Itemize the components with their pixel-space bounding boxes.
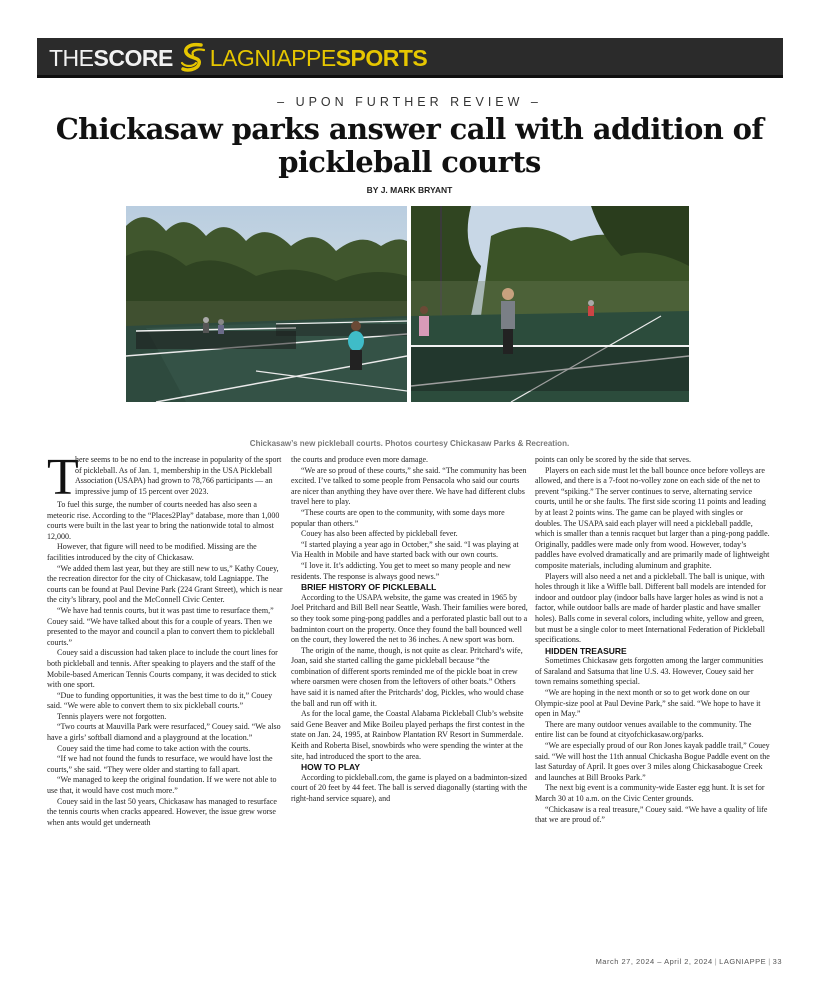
paragraph: the courts and produce even more damage. — [291, 455, 429, 464]
lead-paragraph — [47, 449, 284, 506]
paragraph: “We are especially proud of our Ron Jones kayak paddle trail,” Couey said. “We will host the 11th annual Chickasha Bogue Paddle event on the last Saturday of April. It goes over 3 miles along Chickasabogue Creek and launches at Bill Brooks Park.” — [535, 741, 770, 782]
banner-lagniappe: LAGNIAPPE — [209, 44, 336, 71]
publication-name: LAGNIAPPE — [719, 957, 767, 966]
banner-score: SCORE — [93, 44, 173, 71]
photo-caption: Chickasaw’s new pickleball courts. Photos courtesy Chickasaw Parks & Recreation. — [249, 439, 570, 448]
byline: BY J. MARK BRYANT — [366, 185, 453, 195]
paragraph: According to the USAPA website, the game was created in 1965 by Joel Pritchard and Bill Bell near Seattle, Wash. Their families were bored, so they took some ping-pong paddles and a perforated plastic ball out to a badminton court on the property. Once they found the ball bounced well on the court, they lowered the net to 36 inches. A new sport was born. — [291, 592, 528, 645]
article-column-3 — [535, 455, 771, 826]
paragraph: Players will also need a net and a pickleball. The ball is unique, with holes through it like a Wiffle ball. Different ball models are intended for indoor and outdoor play (indoor balls have larger holes as wind is not a factor, while outdoor balls are made of harder plastic and have smaller holes). Balls come in several colors, including white, yellow and green, but must be a single color to meet International Federation of Pickleball specifications. — [535, 571, 766, 645]
subhead-how-to-play: HOW TO PLAY — [301, 762, 361, 773]
paragraph: “We added them last year, but they are still new to us,” Kathy Couey, the recreation director for the city of Chickasaw, told Lagniappe. The courts can be found at Paul Devine Park (224 Grant Street), which is near the city’s library, pool and the McConnell Civic Center. — [47, 563, 283, 605]
paragraph: “Chickasaw is a real treasure,” Couey said. “We have a quality of life that we are proud of.” — [535, 804, 768, 825]
paragraph: “We have had tennis courts, but it was past time to resurface them,” Couey said. “We have talked about this for a couple of years. Then we presented to the mayor and council a plan to convert them to pickleball courts.” — [47, 605, 275, 647]
article-column-2 — [291, 455, 528, 805]
issue-dates: March 27, 2024 – April 2, 2024 — [595, 957, 713, 966]
paragraph: Couey has also been affected by pickleball fever. — [301, 529, 458, 539]
paragraph: Tennis players were not forgotten. — [57, 711, 167, 721]
paragraph: The origin of the name, though, is not quite as clear. Pritchard’s wife, Joan, said she started calling the game pickleball because “the combination of different sports reminded me of the pickle boat in crew where oarsmen were chosen from the leftovers of other boats.” Others have said it is named after the Pritchards’ dog, Pickles, who would chase the ball and run off with it. — [291, 645, 524, 708]
banner-wordmark — [49, 38, 427, 78]
subhead-hidden-treasure: HIDDEN TREASURE — [545, 645, 627, 656]
paragraph: However, that figure will need to be modified. Missing are the facilities introduced by the city of Chickasaw. — [47, 542, 257, 562]
headline: Chickasaw parks answer call with addition of pickleball courts — [55, 112, 764, 179]
paragraph: “Due to funding opportunities, it was the best time to do it,” Couey said. “We were able to convert them to six pickleball courts.” — [47, 690, 273, 711]
paragraph: “These courts are open to the community, with some days more popular than others.” — [291, 507, 505, 528]
subhead-history: BRIEF HISTORY OF PICKLEBALL — [301, 582, 437, 593]
article-column-1 — [47, 449, 284, 828]
paragraph: “We are so proud of these courts,” she said. “The community has been excited. I’ve talked to some people from Pensacola who said our courts are nicer than anything they have over there. We have had different clubs travel here to play. — [291, 465, 527, 507]
paragraph: “If we had not found the funds to resurface, we would have lost the courts,” she said. “They were older and starting to fall apart. — [47, 754, 273, 774]
banner-sports: SPORTS — [335, 44, 428, 71]
drop-cap: T — [47, 449, 79, 506]
paragraph: To fuel this surge, the number of courts needed has also seen a meteoric rise. According to the “Places2Play” database, more than 1,000 courts were built in the last year to bring the nationwide total to almost 12,000. — [47, 500, 280, 541]
kicker: – UPON FURTHER REVIEW – — [277, 95, 542, 109]
paragraph: As for the local game, the Coastal Alabama Pickleball Club’s website said Gene Beaver and Mike Boileu played perhaps the first contest in the state on Jan. 24, 1995, at Rainbow Plantation RV Resort in Summerdale. Keith and Roberta Bisel, snowbirds who were spending the winter at the site, had introduced the sport to the area. — [291, 709, 525, 761]
section-banner — [37, 38, 783, 78]
paragraph: “We managed to keep the original foundation. If we were not able to use that, it would have cost much more.” — [47, 775, 277, 796]
photo-pickleball-court-left — [126, 206, 407, 402]
paragraph: Couey said in the last 50 years, Chickasaw has managed to resurface the tennis courts when cracks appeared. However, the issue grew worse when ants would get underneath — [47, 796, 277, 827]
paragraph: There are many outdoor venues available to the community. The entire list can be found at cityofchickasaw.org/parks. — [535, 719, 752, 740]
paragraph: “I started playing a year ago in October,” she said. “I was playing at Via Health in Mobile and have started back with our own courts. — [291, 539, 519, 560]
paragraph: The next big event is a community-wide Easter egg hunt. It is set for March 30 at 10 a.m. on the Civic Center grounds. — [535, 783, 765, 803]
paragraph: points can only be scored by the side that serves. — [535, 455, 691, 464]
paragraph: Players on each side must let the ball bounce once before volleys are allowed, and there is a 7-foot no-volley zone on each side of the net to prevent “spiking.” The server continues to serve, alternating service courts, until he or she faults. The first side scoring 11 points and leading by at least 2 points wins. The game can be played with singles or doubles. The USAPA said each player will need a pickleball paddle, which is smaller than a tennis racquet but larger than a ping-pong paddle. Originally, paddles were made only from wood. However, today’s paddles have evolved dramatically and are primarily made of lightweight composite materials, including aluminum and graphite. — [535, 465, 770, 570]
lead-text: here seems to be no end to the increase in popularity of the sport of pickleball. As of Jan. 1, membership in the USA Pickleball Association (USAPA) had grown to 78,766 participants — an impressive jump of 15 percent over 2023. — [75, 455, 282, 496]
page-footer: March 27, 2024 – April 2, 2024 | LAGNIAPPE | 33 — [595, 957, 782, 966]
paragraph: According to pickleball.com, the game is played on a badminton-sized court of 20 feet by 44 feet. The ball is served diagonally (starting with the right-hand service square), and — [291, 772, 528, 803]
paragraph: Couey said a discussion had taken place to include the court lines for both pickleball and tennis. After speaking to players and the staff of the Mobile-based American Tennis Courts company, it was decided to stick with one sport. — [47, 648, 278, 690]
page-number: 33 — [772, 957, 782, 966]
banner-the: THE — [49, 44, 94, 71]
paragraph: “We are hoping in the next month or so to get work done on our Olympic-size pool at Paul Devine Park,” she said. “We hope to have it open in May.” — [535, 688, 761, 719]
paragraph: Couey said the time had come to take action with the courts. — [57, 743, 251, 753]
paragraph: “Two courts at Mauvilla Park were resurfaced,” Couey said. “We also have a girls’ softball diamond and a playground at the location.” — [47, 722, 281, 743]
swirl-logo-icon — [179, 41, 207, 75]
paragraph: “I love it. It’s addicting. You get to meet so many people and new residents. The response is always good news.” — [291, 560, 511, 581]
photo-pickleball-court-right — [411, 206, 689, 402]
paragraph: Sometimes Chickasaw gets forgotten among the larger communities of Saraland and Satsuma that line U.S. 43. However, Couey said her town remains something special. — [535, 656, 764, 687]
